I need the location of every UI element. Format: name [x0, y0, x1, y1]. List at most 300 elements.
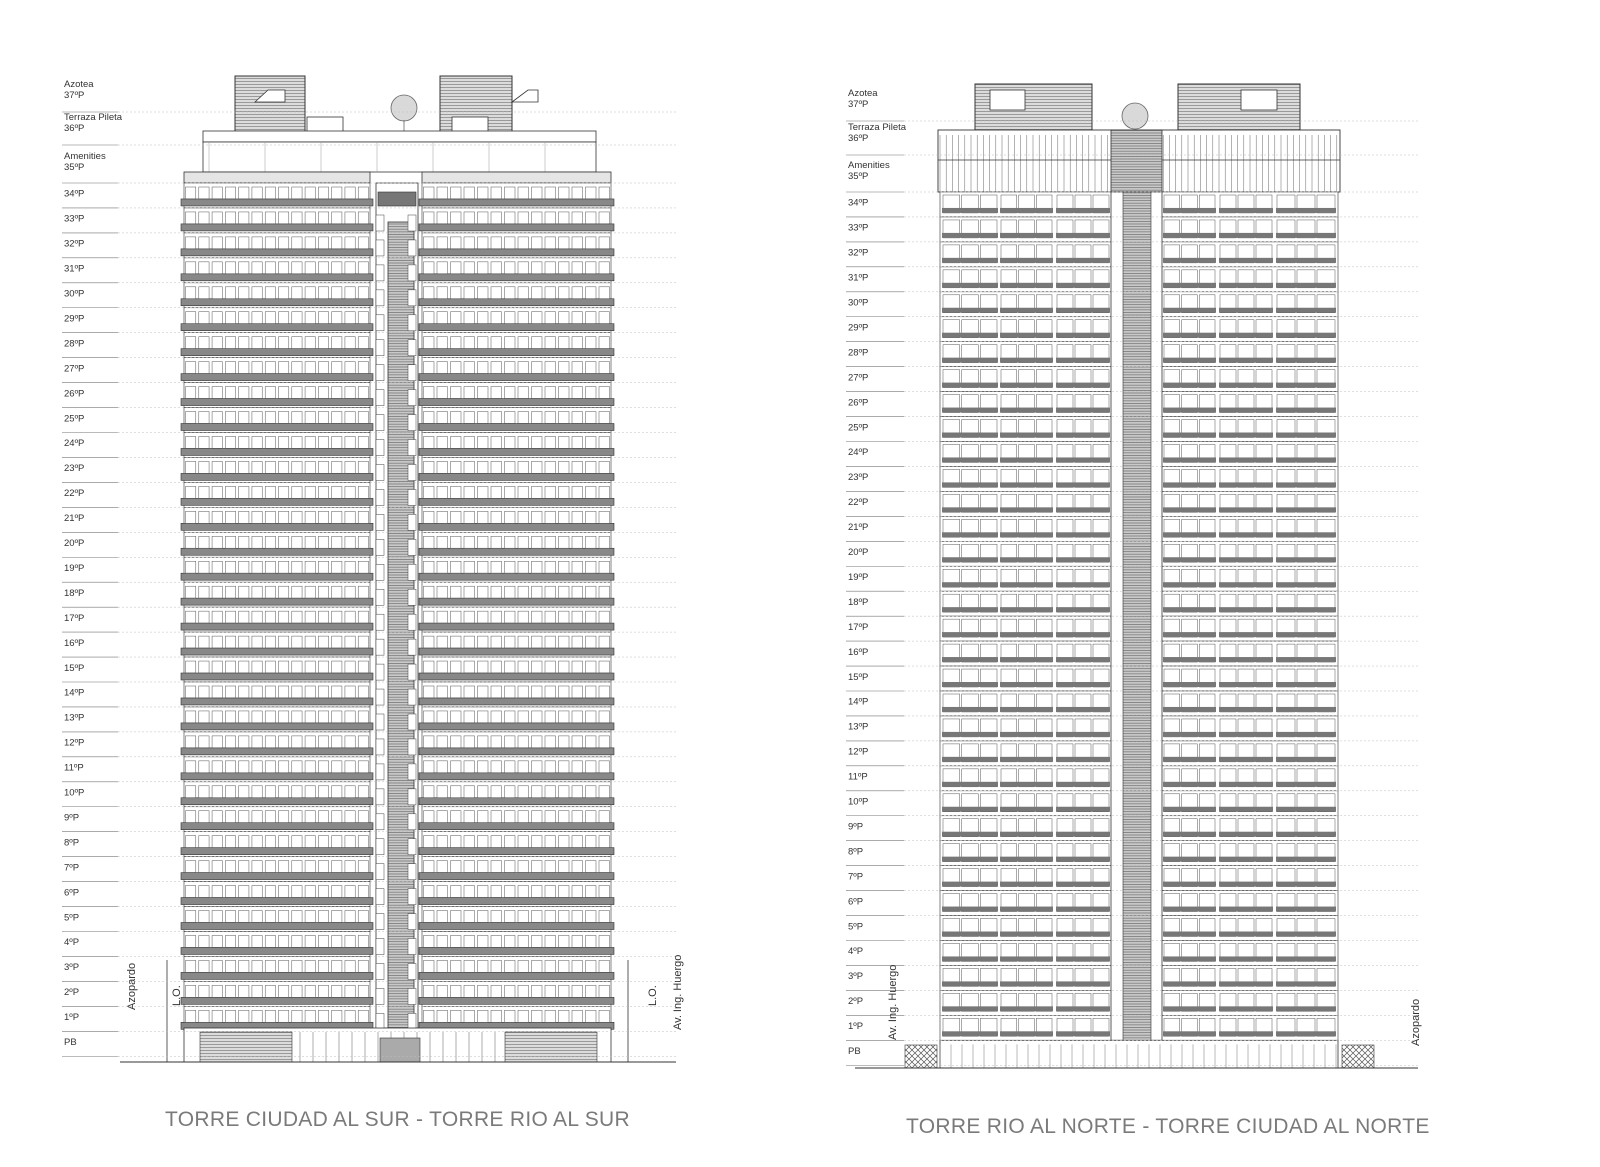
balcony-rail — [942, 607, 998, 612]
balcony-rail — [1056, 557, 1110, 562]
balcony-rail — [1000, 807, 1053, 812]
level-number: 37ºP — [848, 99, 869, 110]
balcony-rail — [1219, 582, 1273, 587]
balcony-rail — [419, 997, 614, 1004]
balcony-rail — [181, 698, 373, 705]
balcony-rail — [1163, 981, 1216, 986]
balcony-rail — [419, 823, 614, 830]
floor-label: 30ºP — [64, 288, 85, 300]
balcony-rail — [419, 399, 614, 406]
balcony-rail — [1000, 1006, 1053, 1011]
balcony-rail — [1000, 383, 1053, 388]
balcony-rail — [181, 748, 373, 755]
balcony-rail — [1000, 732, 1053, 737]
balcony-rail — [1163, 932, 1216, 937]
balcony-rail — [1219, 1031, 1273, 1036]
core-top — [378, 192, 416, 206]
balcony-rail — [1276, 607, 1336, 612]
floor-label: 3ºP — [64, 962, 80, 974]
balcony-rail — [1219, 857, 1273, 862]
balcony-rail — [942, 682, 998, 687]
balcony-rail — [942, 757, 998, 762]
balcony-rail — [1056, 258, 1110, 263]
floor-label: 6ºP — [64, 887, 80, 899]
balcony-rail — [942, 482, 998, 487]
floor-label: 30ºP — [848, 297, 869, 309]
balcony-rail — [419, 523, 614, 530]
floor-label: 29ºP — [64, 313, 85, 325]
balcony-rail — [419, 923, 614, 930]
floor-label: 24ºP — [64, 438, 85, 450]
balcony-rail — [942, 981, 998, 986]
amenities-level — [203, 142, 596, 172]
balcony-rail — [1219, 832, 1273, 837]
floor-label: 11ºP — [848, 771, 868, 783]
balcony-rail — [419, 898, 614, 905]
balcony-rail — [1276, 258, 1336, 263]
balcony-rail — [1219, 333, 1273, 338]
balcony-rail — [419, 798, 614, 805]
balcony-rail — [1276, 482, 1336, 487]
balcony-rail — [181, 997, 373, 1004]
balcony-rail — [1276, 1031, 1336, 1036]
floor-label: 23ºP — [64, 463, 85, 475]
balcony-rail — [1163, 532, 1216, 537]
garage-door — [200, 1032, 292, 1062]
balcony-rail — [1276, 857, 1336, 862]
balcony-rail — [419, 324, 614, 331]
balcony-rail — [1276, 682, 1336, 687]
balcony-rail — [1000, 757, 1053, 762]
balcony-rail — [1056, 607, 1110, 612]
floor-label: 27ºP — [64, 363, 85, 375]
level-name: Azotea — [848, 88, 878, 99]
balcony-rail — [1056, 907, 1110, 912]
balcony-rail — [1000, 857, 1053, 862]
floor-label: 14ºP — [848, 696, 869, 708]
gate — [1342, 1045, 1374, 1068]
balcony-rail — [419, 249, 614, 256]
level-number: 36ºP — [848, 133, 869, 144]
pool-terrace-rail — [203, 131, 596, 142]
balcony-rail — [181, 324, 373, 331]
balcony-rail — [1056, 832, 1110, 837]
balcony-rail — [1056, 208, 1110, 213]
balcony-rail — [942, 358, 998, 363]
balcony-rail — [1276, 582, 1336, 587]
balcony-rail — [1000, 308, 1053, 313]
balcony-rail — [942, 408, 998, 413]
balcony-rail — [1276, 283, 1336, 288]
balcony-rail — [1163, 882, 1216, 887]
balcony-rail — [1163, 333, 1216, 338]
balcony-rail — [942, 457, 998, 462]
balcony-rail — [942, 732, 998, 737]
balcony-rail — [419, 424, 614, 431]
balcony-rail — [1000, 632, 1053, 637]
balcony-rail — [181, 573, 373, 580]
balcony-rail — [1056, 782, 1110, 787]
balcony-rail — [181, 498, 373, 505]
balcony-rail — [1276, 956, 1336, 961]
balcony-rail — [1276, 732, 1336, 737]
balcony-rail — [419, 748, 614, 755]
balcony-rail — [1163, 1031, 1216, 1036]
balcony-rail — [1276, 358, 1336, 363]
balcony-rail — [1219, 956, 1273, 961]
level-name: Amenities — [64, 151, 106, 162]
balcony-rail — [1056, 657, 1110, 662]
balcony-rail — [942, 832, 998, 837]
balcony-rail — [1000, 981, 1053, 986]
roof-window — [990, 90, 1025, 110]
balcony-rail — [181, 923, 373, 930]
balcony-rail — [1219, 457, 1273, 462]
balcony-rail — [1000, 907, 1053, 912]
balcony-rail — [1163, 507, 1216, 512]
balcony-rail — [1000, 333, 1053, 338]
balcony-rail — [1163, 208, 1216, 213]
balcony-rail — [1163, 1006, 1216, 1011]
balcony-rail — [1000, 482, 1053, 487]
balcony-rail — [1000, 882, 1053, 887]
floor-label: 11ºP — [64, 762, 84, 774]
balcony-rail — [942, 208, 998, 213]
balcony-rail — [419, 623, 614, 630]
balcony-rail — [1219, 607, 1273, 612]
balcony-rail — [1276, 333, 1336, 338]
level-name: Terraza Pileta — [64, 112, 123, 123]
floor-label: 7ºP — [64, 862, 80, 874]
balcony-rail — [1000, 1031, 1053, 1036]
balcony-rail — [1000, 657, 1053, 662]
balcony-rail — [1056, 358, 1110, 363]
balcony-rail — [181, 623, 373, 630]
balcony-rail — [1163, 682, 1216, 687]
balcony-rail — [1000, 233, 1053, 238]
balcony-rail — [181, 548, 373, 555]
balcony-rail — [1163, 732, 1216, 737]
balcony-rail — [181, 823, 373, 830]
balcony-rail — [1276, 932, 1336, 937]
level-number: 37ºP — [64, 90, 85, 101]
floor-label: 10ºP — [848, 796, 869, 808]
balcony-rail — [942, 882, 998, 887]
balcony-rail — [181, 673, 373, 680]
garage-door — [505, 1032, 597, 1062]
floor-label: 19ºP — [64, 562, 85, 574]
floor-label: 14ºP — [64, 687, 85, 699]
balcony-rail — [1056, 707, 1110, 712]
main-entrance — [380, 1038, 420, 1062]
balcony-rail — [419, 648, 614, 655]
south-elevation — [120, 76, 676, 1062]
balcony-rail — [419, 374, 614, 381]
line-marker-left-1: L.O. — [171, 985, 183, 1006]
balcony-rail — [419, 848, 614, 855]
balcony-rail — [419, 299, 614, 306]
balcony-rail — [1000, 682, 1053, 687]
floor-label: 8ºP — [64, 837, 80, 849]
balcony-rail — [419, 698, 614, 705]
balcony-rail — [1000, 956, 1053, 961]
balcony-rail — [181, 473, 373, 480]
balcony-rail — [1219, 433, 1273, 438]
balcony-rail — [1276, 782, 1336, 787]
balcony-rail — [1219, 358, 1273, 363]
level-number: 36ºP — [64, 123, 85, 134]
balcony-rail — [181, 598, 373, 605]
balcony-rail — [942, 1006, 998, 1011]
floor-label: 7ºP — [848, 871, 864, 883]
balcony-rail — [419, 773, 614, 780]
balcony-rail — [1219, 782, 1273, 787]
balcony-rail — [1219, 632, 1273, 637]
floor-label: 31ºP — [848, 272, 869, 284]
south-elevation-caption: TORRE CIUDAD AL SUR - TORRE RIO AL SUR — [165, 1108, 630, 1131]
balcony-rail — [1219, 208, 1273, 213]
balcony-rail — [419, 598, 614, 605]
balcony-rail — [1000, 208, 1053, 213]
balcony-rail — [942, 557, 998, 562]
balcony-rail — [942, 907, 998, 912]
balcony-rail — [419, 498, 614, 505]
balcony-rail — [1276, 707, 1336, 712]
balcony-rail — [942, 283, 998, 288]
balcony-rail — [1163, 657, 1216, 662]
balcony-rail — [1276, 981, 1336, 986]
balcony-rail — [419, 947, 614, 954]
floor-label: 25ºP — [848, 422, 869, 434]
balcony-rail — [1163, 457, 1216, 462]
floor-label: 9ºP — [64, 812, 80, 824]
balcony-rail — [1056, 433, 1110, 438]
balcony-rail — [942, 782, 998, 787]
balcony-rail — [1000, 707, 1053, 712]
balcony-rail — [942, 308, 998, 313]
balcony-rail — [942, 857, 998, 862]
level-name: Azotea — [64, 79, 94, 90]
balcony-rail — [181, 199, 373, 206]
floor-label: 32ºP — [848, 247, 869, 259]
floor-label: 27ºP — [848, 372, 869, 384]
floor-label: 20ºP — [848, 547, 869, 559]
balcony-rail — [1000, 433, 1053, 438]
balcony-rail — [1056, 408, 1110, 413]
balcony-rail — [1219, 283, 1273, 288]
balcony-rail — [942, 383, 998, 388]
balcony-rail — [1000, 283, 1053, 288]
balcony-rail — [181, 299, 373, 306]
balcony-rail — [1056, 956, 1110, 961]
balcony-rail — [1219, 308, 1273, 313]
balcony-rail — [1276, 532, 1336, 537]
rooftop-tree — [391, 95, 417, 121]
north-elevation — [855, 84, 1418, 1068]
floor-label: 21ºP — [64, 513, 85, 525]
roof-slab — [184, 172, 370, 183]
balcony-rail — [419, 873, 614, 880]
balcony-rail — [181, 898, 373, 905]
balcony-rail — [181, 873, 373, 880]
balcony-rail — [181, 274, 373, 281]
floor-label: 16ºP — [848, 646, 869, 658]
floor-label: 13ºP — [64, 712, 85, 724]
balcony-rail — [1219, 882, 1273, 887]
balcony-rail — [1219, 1006, 1273, 1011]
balcony-rail — [181, 848, 373, 855]
balcony-rail — [1219, 707, 1273, 712]
floor-label: 33ºP — [64, 213, 85, 225]
balcony-rail — [1056, 632, 1110, 637]
rooftop-tree — [1122, 103, 1148, 129]
balcony-rail — [181, 224, 373, 231]
balcony-rail — [942, 532, 998, 537]
balcony-rail — [1000, 932, 1053, 937]
street-label-azopardo-right: Azopardo — [1410, 998, 1422, 1046]
floor-label: 26ºP — [64, 388, 85, 400]
balcony-rail — [1219, 482, 1273, 487]
balcony-rail — [1219, 507, 1273, 512]
floor-label: 17ºP — [848, 621, 869, 633]
balcony-rail — [942, 582, 998, 587]
balcony-rail — [1056, 932, 1110, 937]
balcony-rail — [181, 947, 373, 954]
balcony-rail — [1000, 782, 1053, 787]
balcony-rail — [1163, 632, 1216, 637]
balcony-rail — [942, 1031, 998, 1036]
balcony-rail — [1276, 233, 1336, 238]
balcony-rail — [181, 374, 373, 381]
balcony-rail — [1000, 532, 1053, 537]
balcony-rail — [181, 523, 373, 530]
balcony-rail — [1056, 857, 1110, 862]
balcony-rail — [181, 424, 373, 431]
balcony-rail — [419, 448, 614, 455]
floor-label: 3ºP — [848, 971, 864, 983]
balcony-rail — [942, 956, 998, 961]
floor-label: 29ºP — [848, 322, 869, 334]
balcony-rail — [1000, 358, 1053, 363]
street-label-huergo-right: Av. Ing. Huergo — [887, 964, 899, 1040]
street-label-azopardo-left: Azopardo — [126, 962, 138, 1010]
floor-label: 26ºP — [848, 397, 869, 409]
roof-window — [1241, 90, 1277, 110]
balcony-rail — [942, 333, 998, 338]
roof-slab — [422, 172, 611, 183]
balcony-rail — [1163, 557, 1216, 562]
balcony-rail — [1163, 907, 1216, 912]
balcony-rail — [1276, 408, 1336, 413]
balcony-rail — [1163, 607, 1216, 612]
balcony-rail — [1276, 308, 1336, 313]
balcony-rail — [1056, 457, 1110, 462]
balcony-rail — [1219, 932, 1273, 937]
floor-label: 25ºP — [64, 413, 85, 425]
balcony-rail — [181, 448, 373, 455]
balcony-rail — [1000, 607, 1053, 612]
balcony-rail — [419, 573, 614, 580]
balcony-rail — [1163, 258, 1216, 263]
balcony-rail — [942, 507, 998, 512]
floor-label: PB — [848, 1046, 861, 1058]
level-number: 35ºP — [848, 171, 869, 182]
street-label-huergo-left: Av. Ing. Huergo — [672, 954, 684, 1030]
balcony-rail — [1219, 807, 1273, 812]
balcony-rail — [942, 258, 998, 263]
line-marker-left-2: L.O. — [647, 985, 659, 1006]
balcony-rail — [1276, 383, 1336, 388]
balcony-rail — [1056, 507, 1110, 512]
north-elevation-caption: TORRE RIO AL NORTE - TORRE CIUDAD AL NORTE — [906, 1115, 1430, 1138]
balcony-rail — [1276, 1006, 1336, 1011]
balcony-rail — [419, 274, 614, 281]
balcony-rail — [181, 723, 373, 730]
balcony-rail — [1276, 882, 1336, 887]
balcony-rail — [942, 657, 998, 662]
balcony-rail — [1000, 408, 1053, 413]
balcony-rail — [1219, 757, 1273, 762]
balcony-rail — [181, 773, 373, 780]
balcony-rail — [1056, 308, 1110, 313]
floor-label: 24ºP — [848, 447, 869, 459]
level-name: Amenities — [848, 160, 890, 171]
floor-label: 28ºP — [64, 338, 85, 350]
floor-label: 33ºP — [848, 222, 869, 234]
floor-label: 8ºP — [848, 846, 864, 858]
floor-label: 4ºP — [64, 937, 80, 949]
floor-label: 23ºP — [848, 472, 869, 484]
floor-label: 34ºP — [64, 188, 85, 200]
floor-label: 20ºP — [64, 538, 85, 550]
balcony-rail — [1163, 832, 1216, 837]
balcony-rail — [1219, 682, 1273, 687]
floor-label: 15ºP — [64, 662, 85, 674]
balcony-rail — [1000, 507, 1053, 512]
balcony-rail — [1276, 632, 1336, 637]
balcony-rail — [419, 673, 614, 680]
floor-label: 34ºP — [848, 197, 869, 209]
balcony-rail — [1219, 383, 1273, 388]
floor-label: 15ºP — [848, 671, 869, 683]
balcony-rail — [1276, 507, 1336, 512]
balcony-rail — [1219, 258, 1273, 263]
balcony-rail — [1219, 408, 1273, 413]
balcony-rail — [1056, 482, 1110, 487]
floor-label: 28ºP — [848, 347, 869, 359]
balcony-rail — [1056, 807, 1110, 812]
balcony-rail — [1219, 557, 1273, 562]
balcony-rail — [942, 632, 998, 637]
floor-label: 18ºP — [848, 596, 869, 608]
balcony-rail — [1163, 383, 1216, 388]
balcony-rail — [942, 932, 998, 937]
floor-label: 5ºP — [64, 912, 80, 924]
balcony-rail — [1163, 782, 1216, 787]
balcony-rail — [1056, 383, 1110, 388]
balcony-rail — [1056, 333, 1110, 338]
floor-label: 4ºP — [848, 946, 864, 958]
floor-label: 21ºP — [848, 522, 869, 534]
floor-label: 13ºP — [848, 721, 869, 733]
floor-label: 6ºP — [848, 896, 864, 908]
balcony-rail — [181, 399, 373, 406]
balcony-rail — [1163, 807, 1216, 812]
balcony-rail — [1219, 732, 1273, 737]
balcony-rail — [1163, 857, 1216, 862]
balcony-rail — [1000, 258, 1053, 263]
balcony-rail — [1276, 757, 1336, 762]
